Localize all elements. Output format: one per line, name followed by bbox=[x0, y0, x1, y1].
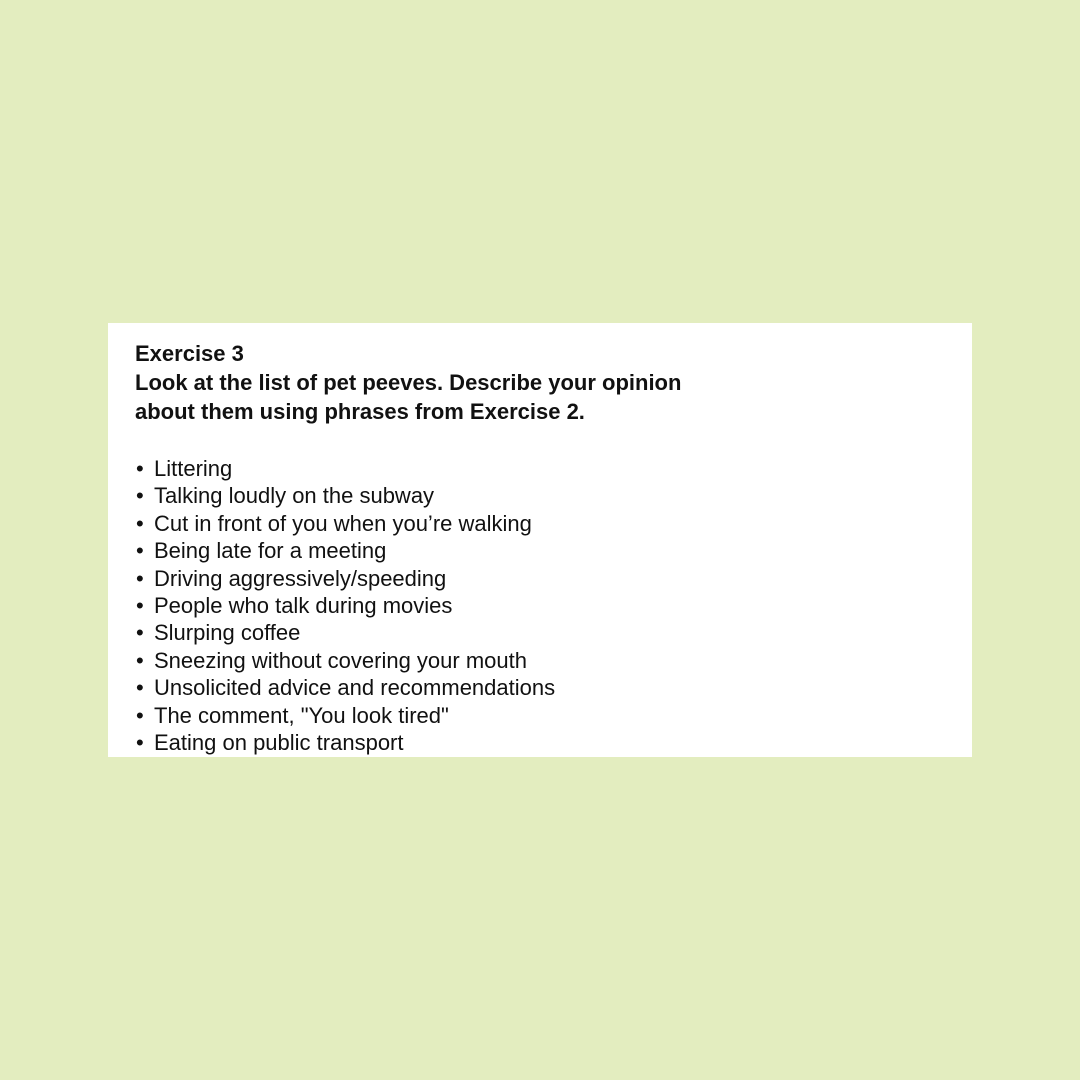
exercise-instruction-line-2: about them using phrases from Exercise 2. bbox=[135, 399, 585, 424]
exercise-card bbox=[108, 323, 972, 757]
exercise-instruction-line-1: Look at the list of pet peeves. Describe your opinion bbox=[135, 370, 682, 395]
bullet-icon: • bbox=[136, 538, 144, 564]
list-item bbox=[135, 482, 946, 509]
list-item-text: Driving aggressively/speeding bbox=[154, 565, 447, 591]
bullet-icon: • bbox=[136, 702, 144, 728]
bullet-icon: • bbox=[136, 510, 144, 536]
exercise-title: Exercise 3 bbox=[135, 341, 244, 366]
list-item bbox=[135, 510, 946, 537]
list-item bbox=[135, 674, 946, 701]
bullet-icon: • bbox=[136, 620, 144, 646]
list-item-text: Cut in front of you when you’re walking bbox=[154, 510, 532, 536]
bullet-icon: • bbox=[136, 483, 144, 509]
bullet-icon: • bbox=[136, 593, 144, 619]
list-item-text: The comment, "You look tired" bbox=[154, 702, 449, 728]
list-item-text: Eating on public transport bbox=[154, 730, 404, 756]
bullet-icon: • bbox=[136, 565, 144, 591]
list-item bbox=[135, 565, 946, 592]
list-item bbox=[135, 729, 946, 756]
bullet-icon: • bbox=[136, 456, 144, 481]
exercise-heading bbox=[135, 339, 946, 426]
list-item bbox=[135, 702, 946, 729]
list-item bbox=[135, 537, 946, 564]
list-item-text: Unsolicited advice and recommendations bbox=[154, 675, 556, 701]
list-item-text: Sneezing without covering your mouth bbox=[154, 647, 527, 673]
list-item bbox=[135, 592, 946, 619]
list-item-text: Talking loudly on the subway bbox=[154, 483, 435, 509]
pet-peeve-list bbox=[135, 455, 946, 756]
list-item-text: Slurping coffee bbox=[154, 620, 301, 646]
bullet-icon: • bbox=[136, 730, 144, 756]
list-item bbox=[135, 455, 946, 482]
list-item bbox=[135, 619, 946, 646]
list-item-text: People who talk during movies bbox=[154, 593, 453, 619]
bullet-icon: • bbox=[136, 647, 144, 673]
list-item-text: Littering bbox=[154, 456, 233, 481]
list-item-text: Being late for a meeting bbox=[154, 538, 387, 564]
bullet-icon: • bbox=[136, 675, 144, 701]
list-item bbox=[135, 647, 946, 674]
